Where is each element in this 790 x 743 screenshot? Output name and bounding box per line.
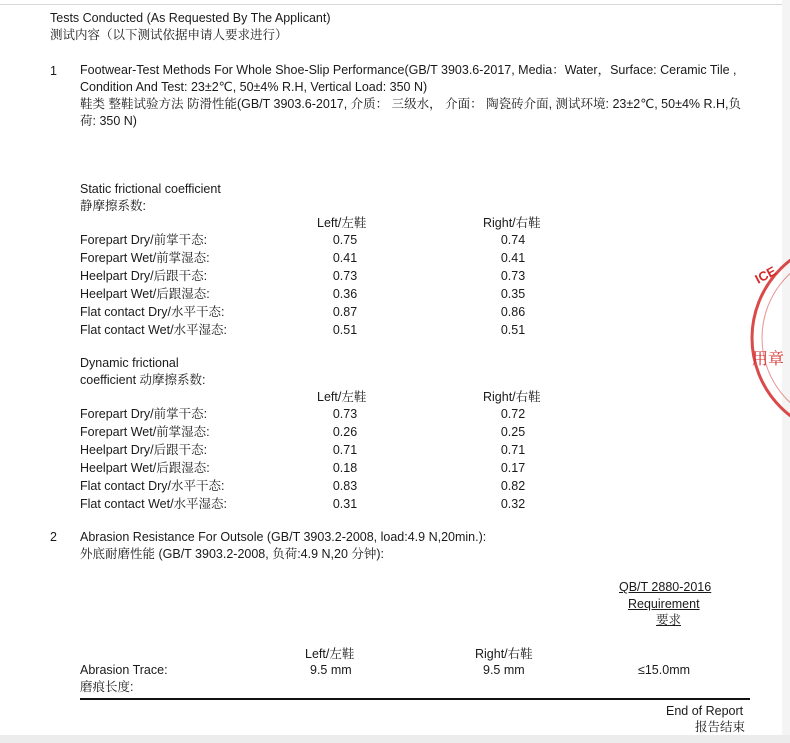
- dynamic-right-header: Right/右鞋: [483, 390, 541, 404]
- dynamic-left-header: Left/左鞋: [317, 390, 367, 404]
- table-row: [80, 232, 580, 250]
- end-of-report-en: End of Report: [666, 704, 744, 718]
- left-value: 0.51: [332, 323, 358, 337]
- right-value: 0.72: [500, 407, 526, 421]
- abrasion-requirement-value: ≤15.0mm: [638, 663, 691, 677]
- standard-reference: QB/T 2880-2016: [619, 580, 712, 594]
- left-value: 0.83: [332, 479, 358, 493]
- abrasion-label-en: Abrasion Trace:: [80, 663, 168, 677]
- right-value: 0.41: [500, 251, 526, 265]
- static-left-header: Left/左鞋: [317, 216, 367, 230]
- row-label: Flat contact Dry/水平干态:: [80, 305, 225, 319]
- right-value: 0.32: [500, 497, 526, 511]
- right-value: 0.25: [500, 425, 526, 439]
- table-row: [80, 286, 580, 304]
- table-row: [80, 442, 580, 460]
- row-label: Forepart Wet/前掌湿态:: [80, 251, 210, 265]
- row-label: Forepart Dry/前掌干态:: [80, 407, 208, 421]
- requirement-label-cn: 要求: [656, 613, 682, 627]
- left-value: 0.87: [332, 305, 358, 319]
- row-label: Heelpart Dry/后跟干态:: [80, 443, 208, 457]
- static-right-header: Right/右鞋: [483, 216, 541, 230]
- right-value: 0.82: [500, 479, 526, 493]
- end-divider: [80, 698, 750, 700]
- abrasion-label-cn: 磨痕长度:: [80, 680, 134, 694]
- section-2-description-en: Abrasion Resistance For Outsole (GB/T 3903.2-2008, load:4.9 N,20min.):: [80, 530, 487, 544]
- section-2-description-cn: 外底耐磨性能 (GB/T 3903.2-2008, 负荷:4.9 N,20 分钟):: [80, 547, 385, 561]
- page-bottom-edge: [0, 735, 790, 743]
- requirement-label-en: Requirement: [628, 597, 700, 611]
- static-title-cn: 静摩擦系数:: [80, 199, 146, 213]
- abrasion-left-value: 9.5 mm: [310, 663, 352, 677]
- top-divider: [0, 4, 790, 5]
- row-label: Forepart Wet/前掌湿态:: [80, 425, 210, 439]
- section-1-description-en: Footwear-Test Methods For Whole Shoe-Slip Performance(GB/T 3903.6-2017, Media：Water，Surface: Ceramic Tile , Condition And Test: 23±2℃, 50±4% R.H, Vertical Load: 350 N): [80, 63, 737, 94]
- section-1-description-cn: 鞋类 整鞋试验方法 防滑性能(GB/T 3903.6-2017, 介质： 三级水， 介面： 陶瓷砖介面, 测试环境: 23±2℃, 50±4% R.H,负荷: 350 N): [80, 97, 741, 128]
- abrasion-right-value: 9.5 mm: [483, 663, 525, 677]
- right-value: 0.74: [500, 233, 526, 247]
- dynamic-title-cn: coefficient 动摩擦系数:: [80, 373, 206, 387]
- section-1-number: 1: [50, 64, 57, 78]
- table-row: [80, 304, 580, 322]
- table-row: [80, 460, 580, 478]
- left-value: 0.18: [332, 461, 358, 475]
- seal-text-top: ICE: [752, 263, 779, 287]
- row-label: Heelpart Dry/后跟干态:: [80, 269, 208, 283]
- table-row: [80, 250, 580, 268]
- dynamic-title-en: Dynamic frictional: [80, 356, 179, 370]
- left-value: 0.75: [332, 233, 358, 247]
- row-label: Forepart Dry/前掌干态:: [80, 233, 208, 247]
- table-row: [80, 478, 580, 496]
- section-2-number: 2: [50, 530, 57, 544]
- row-label: Flat contact Dry/水平干态:: [80, 479, 225, 493]
- tests-title-en: Tests Conducted (As Requested By The Applicant): [50, 11, 331, 25]
- row-label: Flat contact Wet/水平湿态:: [80, 323, 228, 337]
- right-value: 0.73: [500, 269, 526, 283]
- right-value: 0.51: [500, 323, 526, 337]
- table-row: [80, 322, 580, 340]
- seal-stamp-icon: [738, 248, 790, 428]
- seal-text-bottom: 用章: [752, 349, 785, 368]
- table-row: [80, 268, 580, 286]
- table-row: [80, 496, 580, 514]
- left-value: 0.31: [332, 497, 358, 511]
- end-of-report-cn: 报告结束: [695, 720, 746, 734]
- tests-title-cn: 测试内容（以下测试依据申请人要求进行）: [50, 28, 288, 42]
- abrasion-right-header: Right/右鞋: [475, 647, 533, 661]
- row-label: Flat contact Wet/水平湿态:: [80, 497, 228, 511]
- left-value: 0.26: [332, 425, 358, 439]
- right-value: 0.17: [500, 461, 526, 475]
- right-value: 0.86: [500, 305, 526, 319]
- row-label: Heelpart Wet/后跟湿态:: [80, 287, 210, 301]
- row-label: Heelpart Wet/后跟湿态:: [80, 461, 210, 475]
- static-title-en: Static frictional coefficient: [80, 182, 221, 196]
- left-value: 0.73: [332, 407, 358, 421]
- table-row: [80, 406, 580, 424]
- right-value: 0.35: [500, 287, 526, 301]
- table-row: [80, 424, 580, 442]
- right-value: 0.71: [500, 443, 526, 457]
- left-value: 0.41: [332, 251, 358, 265]
- abrasion-left-header: Left/左鞋: [305, 647, 355, 661]
- left-value: 0.71: [332, 443, 358, 457]
- left-value: 0.73: [332, 269, 358, 283]
- left-value: 0.36: [332, 287, 358, 301]
